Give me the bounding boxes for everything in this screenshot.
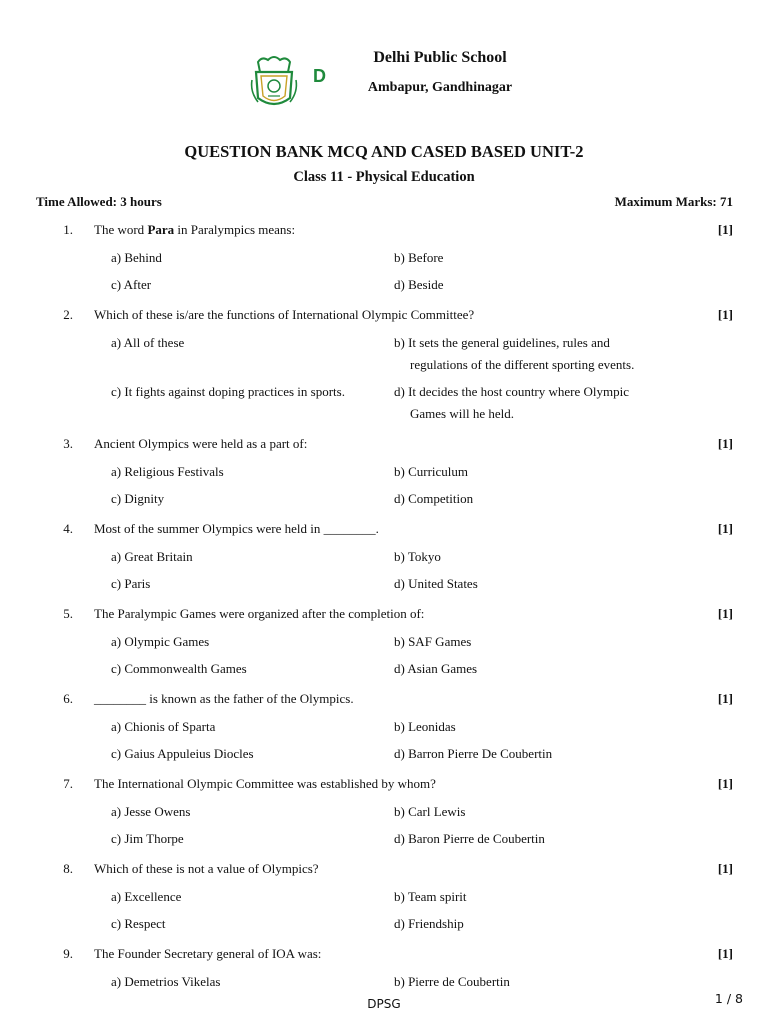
question-number: 6. xyxy=(63,691,73,706)
option-d: d) Baron Pierre de Coubertin xyxy=(394,831,545,846)
school-location: Ambapur, Gandhinagar xyxy=(367,80,513,95)
question-item xyxy=(0,305,768,425)
question-number: 9. xyxy=(63,946,73,961)
option-a: a) Excellence xyxy=(111,889,182,904)
option-b: b) It sets the general guidelines, rules and regulations of the different sporting events. xyxy=(394,335,635,372)
option-c: c) Jim Thorpe xyxy=(111,831,184,846)
option-b: b) Carl Lewis xyxy=(394,804,466,819)
option-c: c) Commonwealth Games xyxy=(111,661,247,676)
option-c: c) Gaius Appuleius Diocles xyxy=(111,746,254,761)
question-text: Most of the summer Olympics were held in ________. xyxy=(94,521,379,536)
option-d: d) United States xyxy=(394,576,478,591)
question-list xyxy=(0,220,768,1002)
logo-letter: D xyxy=(313,66,326,86)
option-c: c) It fights against doping practices in sports. xyxy=(111,384,345,399)
question-text-part: in Paralympics means: xyxy=(174,222,296,237)
time-allowed: Time Allowed: 3 hours xyxy=(36,194,162,209)
question-number: 3. xyxy=(63,436,73,451)
document-title: QUESTION BANK MCQ AND CASED BASED UNIT-2 xyxy=(184,142,584,161)
question-text: The Paralympic Games were organized after the completion of: xyxy=(94,606,425,621)
question-item xyxy=(0,220,768,296)
option-a: a) Olympic Games xyxy=(111,634,210,649)
question-text: The International Olympic Committee was established by whom? xyxy=(94,776,436,791)
option-a: a) Behind xyxy=(111,250,162,265)
question-item xyxy=(0,774,768,850)
question-text xyxy=(94,220,694,240)
question-number: 4. xyxy=(63,521,73,536)
option-d: d) Barron Pierre De Coubertin xyxy=(394,746,553,761)
question-text-bold: Para xyxy=(147,222,175,237)
question-mark: [1] xyxy=(717,436,733,451)
question-item xyxy=(0,434,768,510)
question-text: Which of these is/are the functions of International Olympic Committee? xyxy=(94,307,475,322)
question-mark: [1] xyxy=(717,946,733,961)
option-d: d) Beside xyxy=(394,277,444,292)
question-number: 5. xyxy=(63,606,73,621)
question-text: Ancient Olympics were held as a part of: xyxy=(94,436,308,451)
question-number: 1. xyxy=(63,222,73,237)
question-mark: [1] xyxy=(717,691,733,706)
option-c: c) Paris xyxy=(111,576,151,591)
question-text: The Founder Secretary general of IOA was: xyxy=(94,946,322,961)
question-mark: [1] xyxy=(717,861,733,876)
option-a: a) Jesse Owens xyxy=(111,804,191,819)
question-item xyxy=(0,519,768,595)
question-mark: [1] xyxy=(717,222,733,237)
option-a: a) Chionis of Sparta xyxy=(111,719,216,734)
option-b: b) Tokyo xyxy=(394,549,441,564)
option-a: a) Religious Festivals xyxy=(111,464,224,479)
school-logo xyxy=(250,52,332,112)
option-b: b) Pierre de Coubertin xyxy=(394,974,510,989)
school-name: Delhi Public School xyxy=(373,49,507,66)
question-item xyxy=(0,604,768,680)
option-a: a) Demetrios Vikelas xyxy=(111,974,221,989)
option-b: b) Leonidas xyxy=(394,719,456,734)
option-d: d) Asian Games xyxy=(394,661,478,676)
question-text-part: The word xyxy=(94,222,148,237)
option-c: c) Respect xyxy=(111,916,166,931)
question-item xyxy=(0,689,768,765)
option-b: b) SAF Games xyxy=(394,634,472,649)
option-a: a) All of these xyxy=(111,335,185,350)
question-mark: [1] xyxy=(717,307,733,322)
question-text: Which of these is not a value of Olympics? xyxy=(94,861,319,876)
question-mark: [1] xyxy=(717,606,733,621)
page-number: 1 / 8 xyxy=(714,991,743,1006)
school-crest-icon xyxy=(250,52,332,112)
question-text: ________ is known as the father of the Olympics. xyxy=(94,691,354,706)
footer-label: DPSG xyxy=(367,997,401,1011)
question-mark: [1] xyxy=(717,776,733,791)
option-c: c) Dignity xyxy=(111,491,165,506)
question-number: 7. xyxy=(63,776,73,791)
option-d: d) Competition xyxy=(394,491,474,506)
document-subtitle: Class 11 - Physical Education xyxy=(293,169,475,185)
question-item xyxy=(0,859,768,935)
maximum-marks: Maximum Marks: 71 xyxy=(614,194,733,209)
option-a: a) Great Britain xyxy=(111,549,193,564)
question-number: 2. xyxy=(63,307,73,322)
option-b: b) Before xyxy=(394,250,444,265)
option-d: d) Friendship xyxy=(394,916,464,931)
option-d: d) It decides the host country where Olympic Games will he held. xyxy=(394,384,630,421)
option-c: c) After xyxy=(111,277,152,292)
question-number: 8. xyxy=(63,861,73,876)
question-item xyxy=(0,944,768,993)
question-mark: [1] xyxy=(717,521,733,536)
option-b: b) Curriculum xyxy=(394,464,469,479)
option-b: b) Team spirit xyxy=(394,889,467,904)
